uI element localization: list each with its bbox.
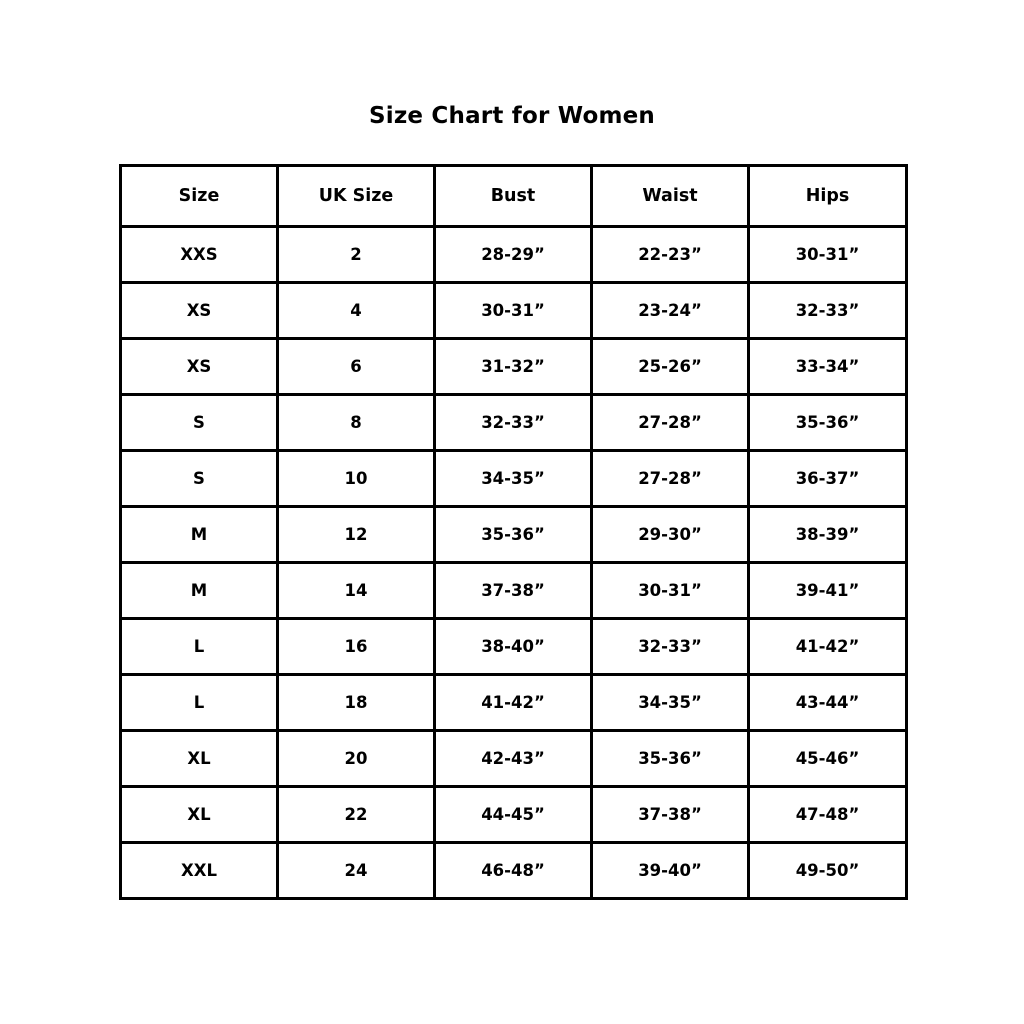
- cell-bust: 37-38”: [435, 563, 592, 619]
- cell-bust: 28-29”: [435, 227, 592, 283]
- cell-bust: 44-45”: [435, 787, 592, 843]
- table-row: [121, 787, 907, 843]
- cell-hips: 33-34”: [749, 339, 907, 395]
- table-row: [121, 563, 907, 619]
- cell-waist: 35-36”: [592, 731, 749, 787]
- cell-uk-size: 2: [278, 227, 435, 283]
- table-row: [121, 283, 907, 339]
- column-header-hips: Hips: [749, 166, 907, 227]
- cell-waist: 37-38”: [592, 787, 749, 843]
- cell-uk-size: 24: [278, 843, 435, 899]
- cell-waist: 32-33”: [592, 619, 749, 675]
- cell-hips: 45-46”: [749, 731, 907, 787]
- table-row: [121, 843, 907, 899]
- cell-size: L: [121, 675, 278, 731]
- cell-size: M: [121, 507, 278, 563]
- cell-hips: 43-44”: [749, 675, 907, 731]
- cell-size: S: [121, 395, 278, 451]
- cell-waist: 34-35”: [592, 675, 749, 731]
- table-row: [121, 451, 907, 507]
- column-header-size: Size: [121, 166, 278, 227]
- cell-size: XS: [121, 283, 278, 339]
- cell-size: XL: [121, 787, 278, 843]
- cell-hips: 49-50”: [749, 843, 907, 899]
- cell-waist: 29-30”: [592, 507, 749, 563]
- column-header-bust: Bust: [435, 166, 592, 227]
- cell-uk-size: 20: [278, 731, 435, 787]
- cell-uk-size: 4: [278, 283, 435, 339]
- cell-bust: 31-32”: [435, 339, 592, 395]
- column-header-waist: Waist: [592, 166, 749, 227]
- table-row: [121, 731, 907, 787]
- cell-hips: 36-37”: [749, 451, 907, 507]
- cell-size: XL: [121, 731, 278, 787]
- cell-size: M: [121, 563, 278, 619]
- cell-hips: 41-42”: [749, 619, 907, 675]
- table-row: [121, 395, 907, 451]
- cell-uk-size: 16: [278, 619, 435, 675]
- cell-size: XS: [121, 339, 278, 395]
- cell-hips: 35-36”: [749, 395, 907, 451]
- size-chart-table: [119, 164, 908, 900]
- cell-uk-size: 12: [278, 507, 435, 563]
- cell-waist: 25-26”: [592, 339, 749, 395]
- cell-bust: 38-40”: [435, 619, 592, 675]
- cell-hips: 32-33”: [749, 283, 907, 339]
- table-row: [121, 339, 907, 395]
- column-header-uk-size: UK Size: [278, 166, 435, 227]
- cell-size: XXS: [121, 227, 278, 283]
- cell-size: XXL: [121, 843, 278, 899]
- cell-bust: 35-36”: [435, 507, 592, 563]
- cell-waist: 39-40”: [592, 843, 749, 899]
- cell-uk-size: 8: [278, 395, 435, 451]
- cell-uk-size: 14: [278, 563, 435, 619]
- cell-bust: 30-31”: [435, 283, 592, 339]
- page-title: Size Chart for Women: [368, 103, 655, 129]
- cell-uk-size: 22: [278, 787, 435, 843]
- table-header-row: [121, 166, 907, 227]
- cell-waist: 27-28”: [592, 395, 749, 451]
- cell-hips: 47-48”: [749, 787, 907, 843]
- cell-uk-size: 18: [278, 675, 435, 731]
- cell-hips: 30-31”: [749, 227, 907, 283]
- cell-bust: 32-33”: [435, 395, 592, 451]
- cell-bust: 34-35”: [435, 451, 592, 507]
- cell-waist: 22-23”: [592, 227, 749, 283]
- cell-bust: 41-42”: [435, 675, 592, 731]
- size-chart-table-wrapper: [119, 164, 905, 900]
- cell-bust: 46-48”: [435, 843, 592, 899]
- cell-bust: 42-43”: [435, 731, 592, 787]
- cell-uk-size: 10: [278, 451, 435, 507]
- table-row: [121, 619, 907, 675]
- cell-uk-size: 6: [278, 339, 435, 395]
- cell-size: L: [121, 619, 278, 675]
- cell-hips: 39-41”: [749, 563, 907, 619]
- cell-hips: 38-39”: [749, 507, 907, 563]
- table-row: [121, 507, 907, 563]
- cell-waist: 27-28”: [592, 451, 749, 507]
- table-row: [121, 227, 907, 283]
- cell-size: S: [121, 451, 278, 507]
- cell-waist: 30-31”: [592, 563, 749, 619]
- cell-waist: 23-24”: [592, 283, 749, 339]
- table-row: [121, 675, 907, 731]
